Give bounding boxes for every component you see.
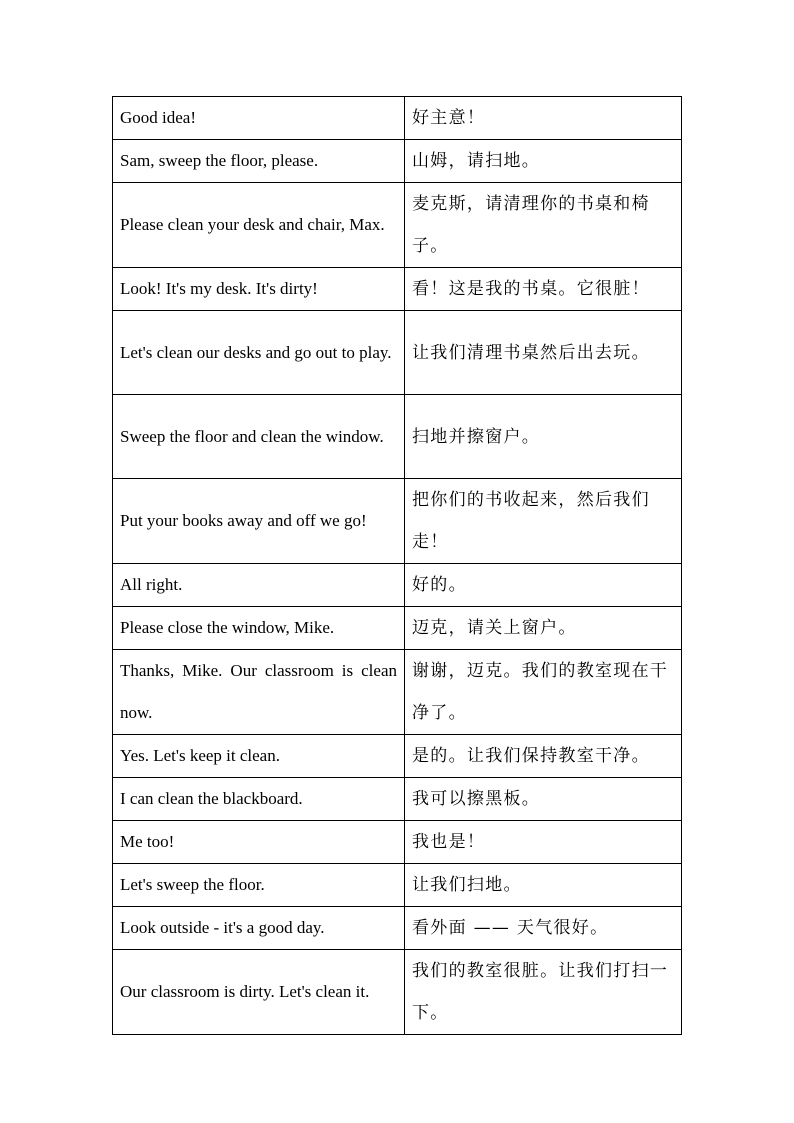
table-row [113, 311, 682, 395]
table-row [113, 183, 682, 268]
english-sentence: Sweep the floor and clean the window. [113, 395, 405, 479]
table-row [113, 97, 682, 140]
chinese-translation: 让我们扫地。 [405, 864, 682, 907]
chinese-translation: 我们的教室很脏。让我们打扫一下。 [405, 950, 682, 1035]
english-sentence: Good idea! [113, 97, 405, 140]
english-sentence: Let's sweep the floor. [113, 864, 405, 907]
table-row [113, 950, 682, 1035]
table-row [113, 821, 682, 864]
english-sentence: All right. [113, 564, 405, 607]
table-row [113, 479, 682, 564]
english-sentence: Let's clean our desks and go out to play. [113, 311, 405, 395]
chinese-translation: 把你们的书收起来，然后我们走！ [405, 479, 682, 564]
english-sentence: Look! It's my desk. It's dirty! [113, 268, 405, 311]
english-sentence: Our classroom is dirty. Let's clean it. [113, 950, 405, 1035]
chinese-translation: 让我们清理书桌然后出去玩。 [405, 311, 682, 395]
chinese-translation: 麦克斯，请清理你的书桌和椅子。 [405, 183, 682, 268]
table-row [113, 140, 682, 183]
english-sentence: Look outside - it's a good day. [113, 907, 405, 950]
chinese-translation: 看！这是我的书桌。它很脏！ [405, 268, 682, 311]
chinese-translation: 扫地并擦窗户。 [405, 395, 682, 479]
table-row [113, 564, 682, 607]
chinese-translation: 谢谢，迈克。我们的教室现在干净了。 [405, 650, 682, 735]
english-sentence: Me too! [113, 821, 405, 864]
english-sentence: Put your books away and off we go! [113, 479, 405, 564]
english-sentence: I can clean the blackboard. [113, 778, 405, 821]
table-row [113, 395, 682, 479]
english-sentence: Please close the window, Mike. [113, 607, 405, 650]
english-sentence: Yes. Let's keep it clean. [113, 735, 405, 778]
chinese-translation: 是的。让我们保持教室干净。 [405, 735, 682, 778]
english-sentence: Thanks, Mike. Our classroom is clean now. [113, 650, 405, 735]
chinese-translation: 山姆，请扫地。 [405, 140, 682, 183]
dialogue-translation-table [112, 96, 682, 1035]
table-row [113, 778, 682, 821]
table-row [113, 907, 682, 950]
table-row [113, 735, 682, 778]
chinese-translation: 我也是！ [405, 821, 682, 864]
chinese-translation: 看外面 —— 天气很好。 [405, 907, 682, 950]
table-row [113, 268, 682, 311]
chinese-translation: 好主意！ [405, 97, 682, 140]
english-sentence: Please clean your desk and chair, Max. [113, 183, 405, 268]
chinese-translation: 我可以擦黑板。 [405, 778, 682, 821]
table-row [113, 607, 682, 650]
chinese-translation: 好的。 [405, 564, 682, 607]
english-sentence: Sam, sweep the floor, please. [113, 140, 405, 183]
table-row [113, 864, 682, 907]
table-row [113, 650, 682, 735]
chinese-translation: 迈克，请关上窗户。 [405, 607, 682, 650]
